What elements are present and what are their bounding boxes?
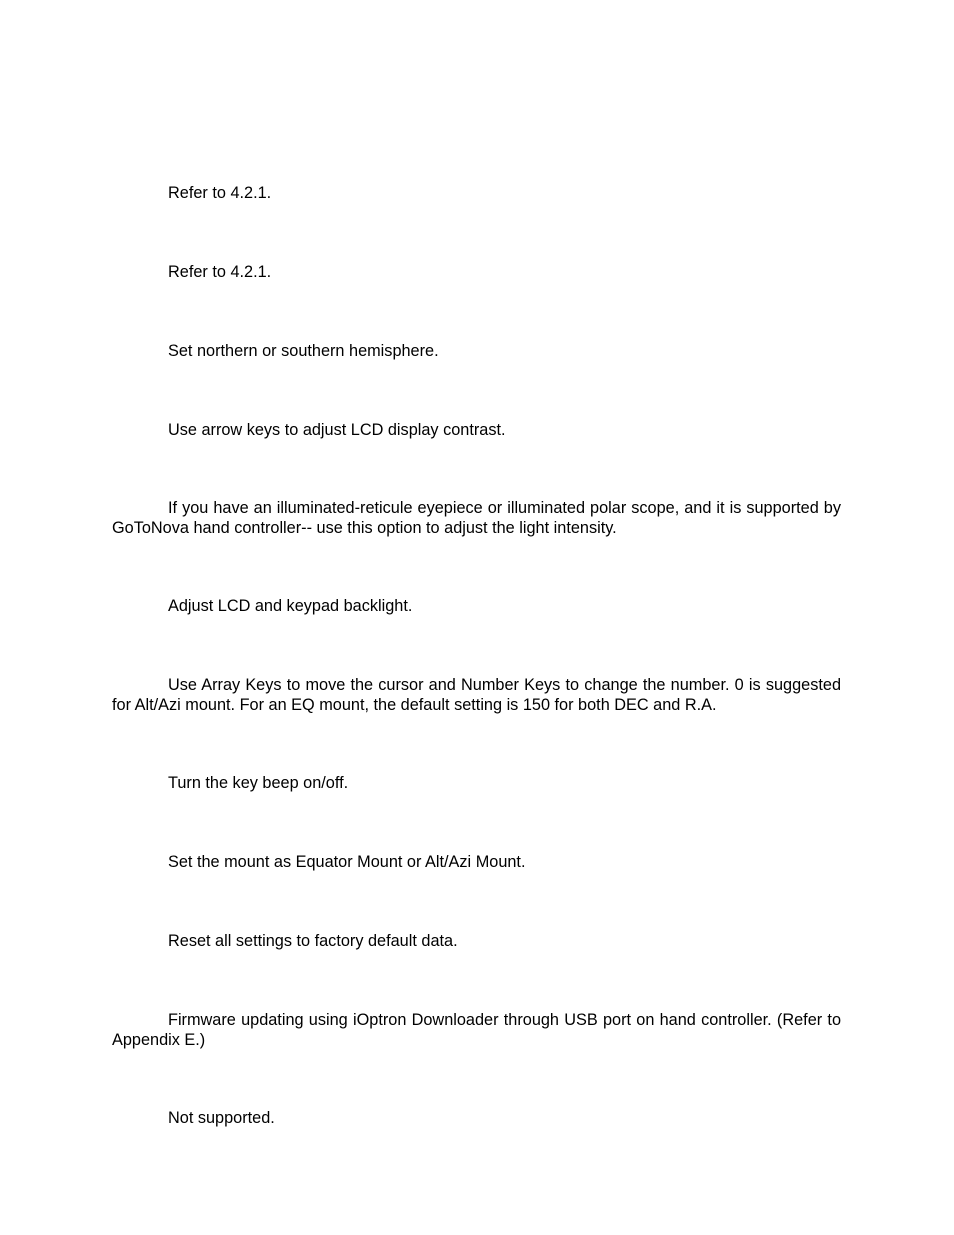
paragraph-gear-clearance: Use Array Keys to move the cursor and Number Keys to change the number. 0 is suggested for Alt/Azi mount. For an EQ mount, the default setting is 150 for both DEC and R.A. [112, 676, 841, 714]
paragraph-lcd-contrast: Use arrow keys to adjust LCD display contrast. [168, 421, 506, 439]
paragraph-reticule-intensity: If you have an illuminated-reticule eyepiece or illuminated polar scope, and it is supported by GoToNova hand controller-- use this option to adjust the light intensity. [112, 499, 841, 537]
paragraph-key-beep: Turn the key beep on/off. [168, 774, 349, 792]
paragraph-not-supported: Not supported. [168, 1109, 275, 1127]
paragraph-refer-2: Refer to 4.2.1. [168, 263, 272, 281]
paragraph-refer-1: Refer to 4.2.1. [168, 184, 272, 202]
paragraph-factory-reset: Reset all settings to factory default data. [168, 932, 458, 950]
paragraph-firmware-update: Firmware updating using iOptron Downloader through USB port on hand controller. (Refer to Appendix E.) [112, 1011, 841, 1049]
paragraph-hemisphere: Set northern or southern hemisphere. [168, 342, 439, 360]
paragraph-backlight: Adjust LCD and keypad backlight. [168, 597, 413, 615]
paragraph-mount-type: Set the mount as Equator Mount or Alt/Azi Mount. [168, 853, 526, 871]
